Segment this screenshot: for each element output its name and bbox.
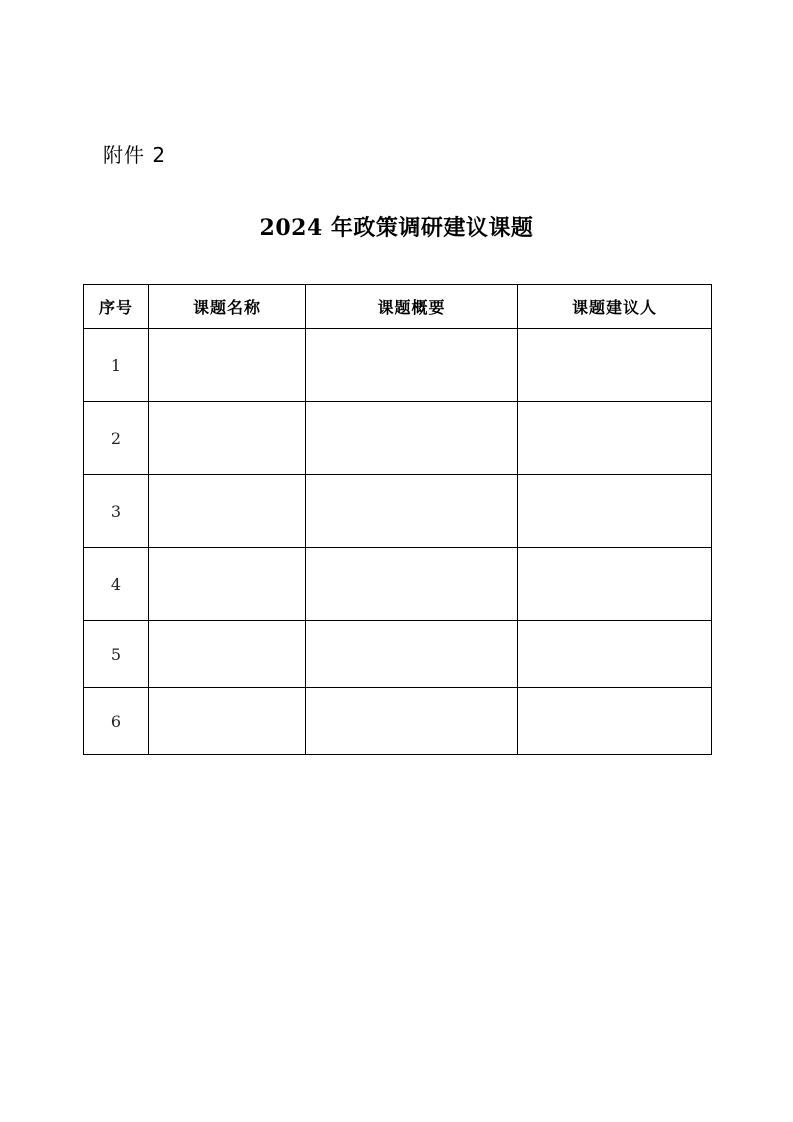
serial-number-cell: 6 [84,688,149,755]
header-topic-summary: 课题概要 [306,285,518,329]
topic-proposer-cell[interactable] [518,402,712,475]
topic-name-cell[interactable] [149,329,306,402]
table-row [84,329,712,402]
table-row [84,548,712,621]
topic-name-cell[interactable] [149,621,306,688]
serial-number-cell: 3 [84,475,149,548]
topic-summary-cell[interactable] [306,688,518,755]
topic-name-cell[interactable] [149,548,306,621]
serial-number-cell: 4 [84,548,149,621]
header-topic-proposer: 课题建议人 [518,285,712,329]
table-row [84,402,712,475]
topic-name-cell[interactable] [149,688,306,755]
topic-name-cell[interactable] [149,402,306,475]
table-header-row [84,285,712,329]
topic-table [83,284,712,755]
topic-name-cell[interactable] [149,475,306,548]
topic-proposer-cell[interactable] [518,329,712,402]
topic-proposer-cell[interactable] [518,548,712,621]
topic-summary-cell[interactable] [306,402,518,475]
topic-summary-cell[interactable] [306,621,518,688]
table-row [84,688,712,755]
topic-summary-cell[interactable] [306,548,518,621]
topic-proposer-cell[interactable] [518,475,712,548]
serial-number-cell: 5 [84,621,149,688]
topic-proposer-cell[interactable] [518,621,712,688]
page-title: 2024 年政策调研建议课题 [259,215,534,241]
topic-summary-cell[interactable] [306,475,518,548]
attachment-label: 附件 2 [103,143,167,167]
header-topic-name: 课题名称 [149,285,306,329]
table-row [84,621,712,688]
header-serial-number: 序号 [84,285,149,329]
table-row [84,475,712,548]
serial-number-cell: 1 [84,329,149,402]
topic-proposer-cell[interactable] [518,688,712,755]
topic-summary-cell[interactable] [306,329,518,402]
serial-number-cell: 2 [84,402,149,475]
